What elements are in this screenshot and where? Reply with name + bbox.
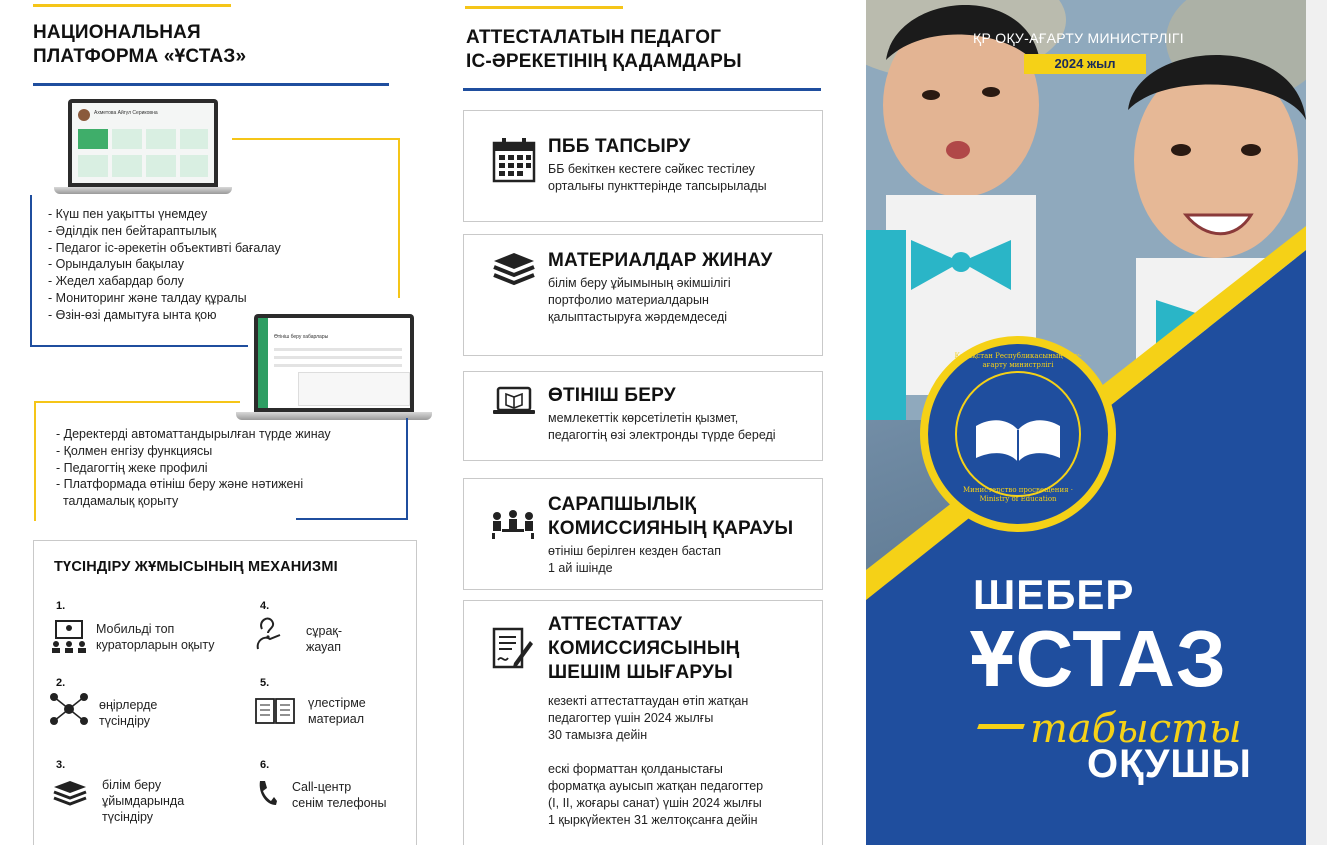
list-item: - Платформада өтініш беру және нәтижені	[56, 477, 304, 492]
network-icon	[48, 691, 90, 727]
platform-laptop-application	[236, 314, 432, 422]
laptop-icon	[492, 386, 536, 416]
blue-frame-line	[30, 345, 248, 347]
step-description: өтініш берілген кезден бастап 1 ай ішінде	[548, 544, 721, 575]
list-item: - Қолмен енгізу функциясы	[56, 443, 213, 458]
step-description: ескі форматтан қолданыстағы форматқа ауысып жатқан педагогтер (I, II, жоғары санат) үшін 2024 жылғы 1 қыркүйектен 31 желтоқсанға дейін	[548, 762, 764, 827]
yellow-frame-line	[398, 138, 400, 298]
yellow-frame-line	[232, 138, 400, 140]
laptop-user-name: Ахметова Айгүл Сериковна	[94, 110, 158, 116]
mechanism-item-label: сұрақ- жауап	[306, 624, 343, 654]
cover-title-teacher: ҰСТАЗ	[970, 614, 1227, 703]
mechanism-title: ТҮСІНДІРУ ЖҰМЫСЫНЫҢ МЕХАНИЗМІ	[54, 559, 338, 575]
laptop-heading: Өтініш беру хабарлары	[274, 334, 329, 340]
step-description: ББ бекіткен кестеге сәйкес тестілеу орталығы пункттерінде тапсырылады	[548, 162, 767, 193]
platform-title: НАЦИОНАЛЬНАЯ ПЛАТФОРМА «ҰСТАЗ»	[33, 22, 247, 67]
features-list	[56, 426, 331, 510]
year-badge: 2024 жыл	[1024, 54, 1146, 74]
title-underline	[463, 88, 821, 91]
list-item: - Педагог іс-әрекетін объективті бағалау	[48, 240, 281, 255]
step-card	[463, 234, 823, 356]
avatar	[78, 109, 90, 121]
mechanism-item-label: өңірлерде түсіндіру	[99, 698, 158, 728]
step-card	[463, 600, 823, 845]
step-card	[463, 371, 823, 461]
list-item: - Мониторинг және талдау құралы	[48, 290, 247, 305]
step-title: АТТЕСТАТТАУ КОМИССИЯСЫНЫҢ ШЕШІМ ШЫҒАРУЫ	[548, 614, 740, 683]
cover-title-master: ШЕБЕР	[973, 571, 1135, 618]
mechanism-item-label: үлестірме материал	[308, 696, 366, 726]
list-item: - Деректерді автоматтандырылған түрде жинау	[56, 427, 331, 441]
committee-icon	[490, 509, 536, 539]
blue-frame-line	[406, 418, 408, 520]
page-edge	[1306, 0, 1327, 845]
books-icon	[52, 779, 88, 807]
list-item: - Жедел хабардар болу	[48, 274, 184, 289]
title-underline	[33, 83, 389, 86]
title-accent-bar	[465, 6, 623, 9]
mechanism-item-label: білім беру ұйымдарында түсіндіру	[102, 778, 185, 824]
handout-icon	[254, 695, 296, 725]
step-description: мемлекеттік көрсетілетін қызмет, педагогтің өзі электронды түрде береді	[548, 411, 776, 442]
list-item: - Орындалуын бақылау	[48, 257, 184, 272]
yellow-frame-line	[34, 401, 240, 403]
list-item: - Күш пен уақытты үнемдеу	[48, 207, 208, 221]
ministry-name: ҚР ОҚУ-АҒАРТУ МИНИСТРЛІГІ	[973, 30, 1184, 46]
blue-frame-line	[30, 195, 32, 347]
step-card	[463, 110, 823, 222]
steps-title: АТТЕСТАЛАТЫН ПЕДАГОГ ІС-ӘРЕКЕТІНІҢ ҚАДАМДАРЫ	[466, 27, 742, 72]
seal-text-top: Қазақстан Республикасының Оқу-ағарту министрлігі	[954, 352, 1082, 369]
cover-dash	[977, 724, 1025, 729]
mechanism-item-label: Мобильді топ кураторларын оқыту	[96, 622, 215, 652]
presentation-icon	[50, 619, 88, 653]
benefits-list	[48, 206, 281, 324]
step-description: білім беру ұйымының әкімшілігі портфолио материалдарын қалыптастыруға жәрдемдеседі	[548, 276, 731, 324]
title-accent-bar	[33, 4, 231, 7]
question-answer-icon	[254, 615, 284, 651]
step-title: ӨТІНІШ БЕРУ	[548, 385, 676, 406]
mechanism-item-label: Call-центр сенім телефоны	[292, 780, 387, 810]
list-item: - Өзін-өзі дамытуға ынта қою	[48, 307, 217, 322]
platform-laptop-dashboard	[54, 99, 234, 195]
cover-title-successful: табысты	[1030, 706, 1242, 752]
stack-icon	[492, 251, 536, 287]
seal-text-bottom: Министерство просвещения · Ministry of Education	[963, 486, 1073, 503]
phone-icon	[256, 779, 278, 807]
list-item: - Әділдік пен бейтараптылық	[48, 223, 217, 238]
step-card	[463, 478, 823, 590]
list-item: талдамалық қорыту	[56, 494, 179, 509]
cover-title-student: ОҚУШЫ	[1087, 742, 1252, 786]
step-title: САРАПШЫЛЫҚ КОМИССИЯНЫҢ ҚАРАУЫ	[548, 494, 794, 539]
list-item: - Педагогтің жеке профилі	[56, 460, 208, 475]
blue-frame-line	[296, 518, 408, 520]
document-signature-icon	[492, 627, 534, 671]
mechanism-box: ТҮСІНДІРУ ЖҰМЫСЫНЫҢ МЕХАНИЗМІ 1. Мобильді топ кураторларын оқыту 2. өңірлерде түсіндіру 3. білім беру ұйымдарында түсіндіру 4. сұрақ- жауап 5. үлестірме материал 6. Call-центр сенім телефоны	[33, 540, 417, 845]
calendar-icon	[492, 137, 536, 183]
yellow-frame-line	[34, 401, 36, 521]
step-title: ПББ ТАПСЫРУ	[548, 136, 691, 157]
step-description: кезекті аттестаттаудан өтіп жатқан педагогтер үшін 2024 жылғы 30 тамызға дейін	[548, 694, 749, 742]
step-title: МАТЕРИАЛДАР ЖИНАУ	[548, 250, 773, 271]
